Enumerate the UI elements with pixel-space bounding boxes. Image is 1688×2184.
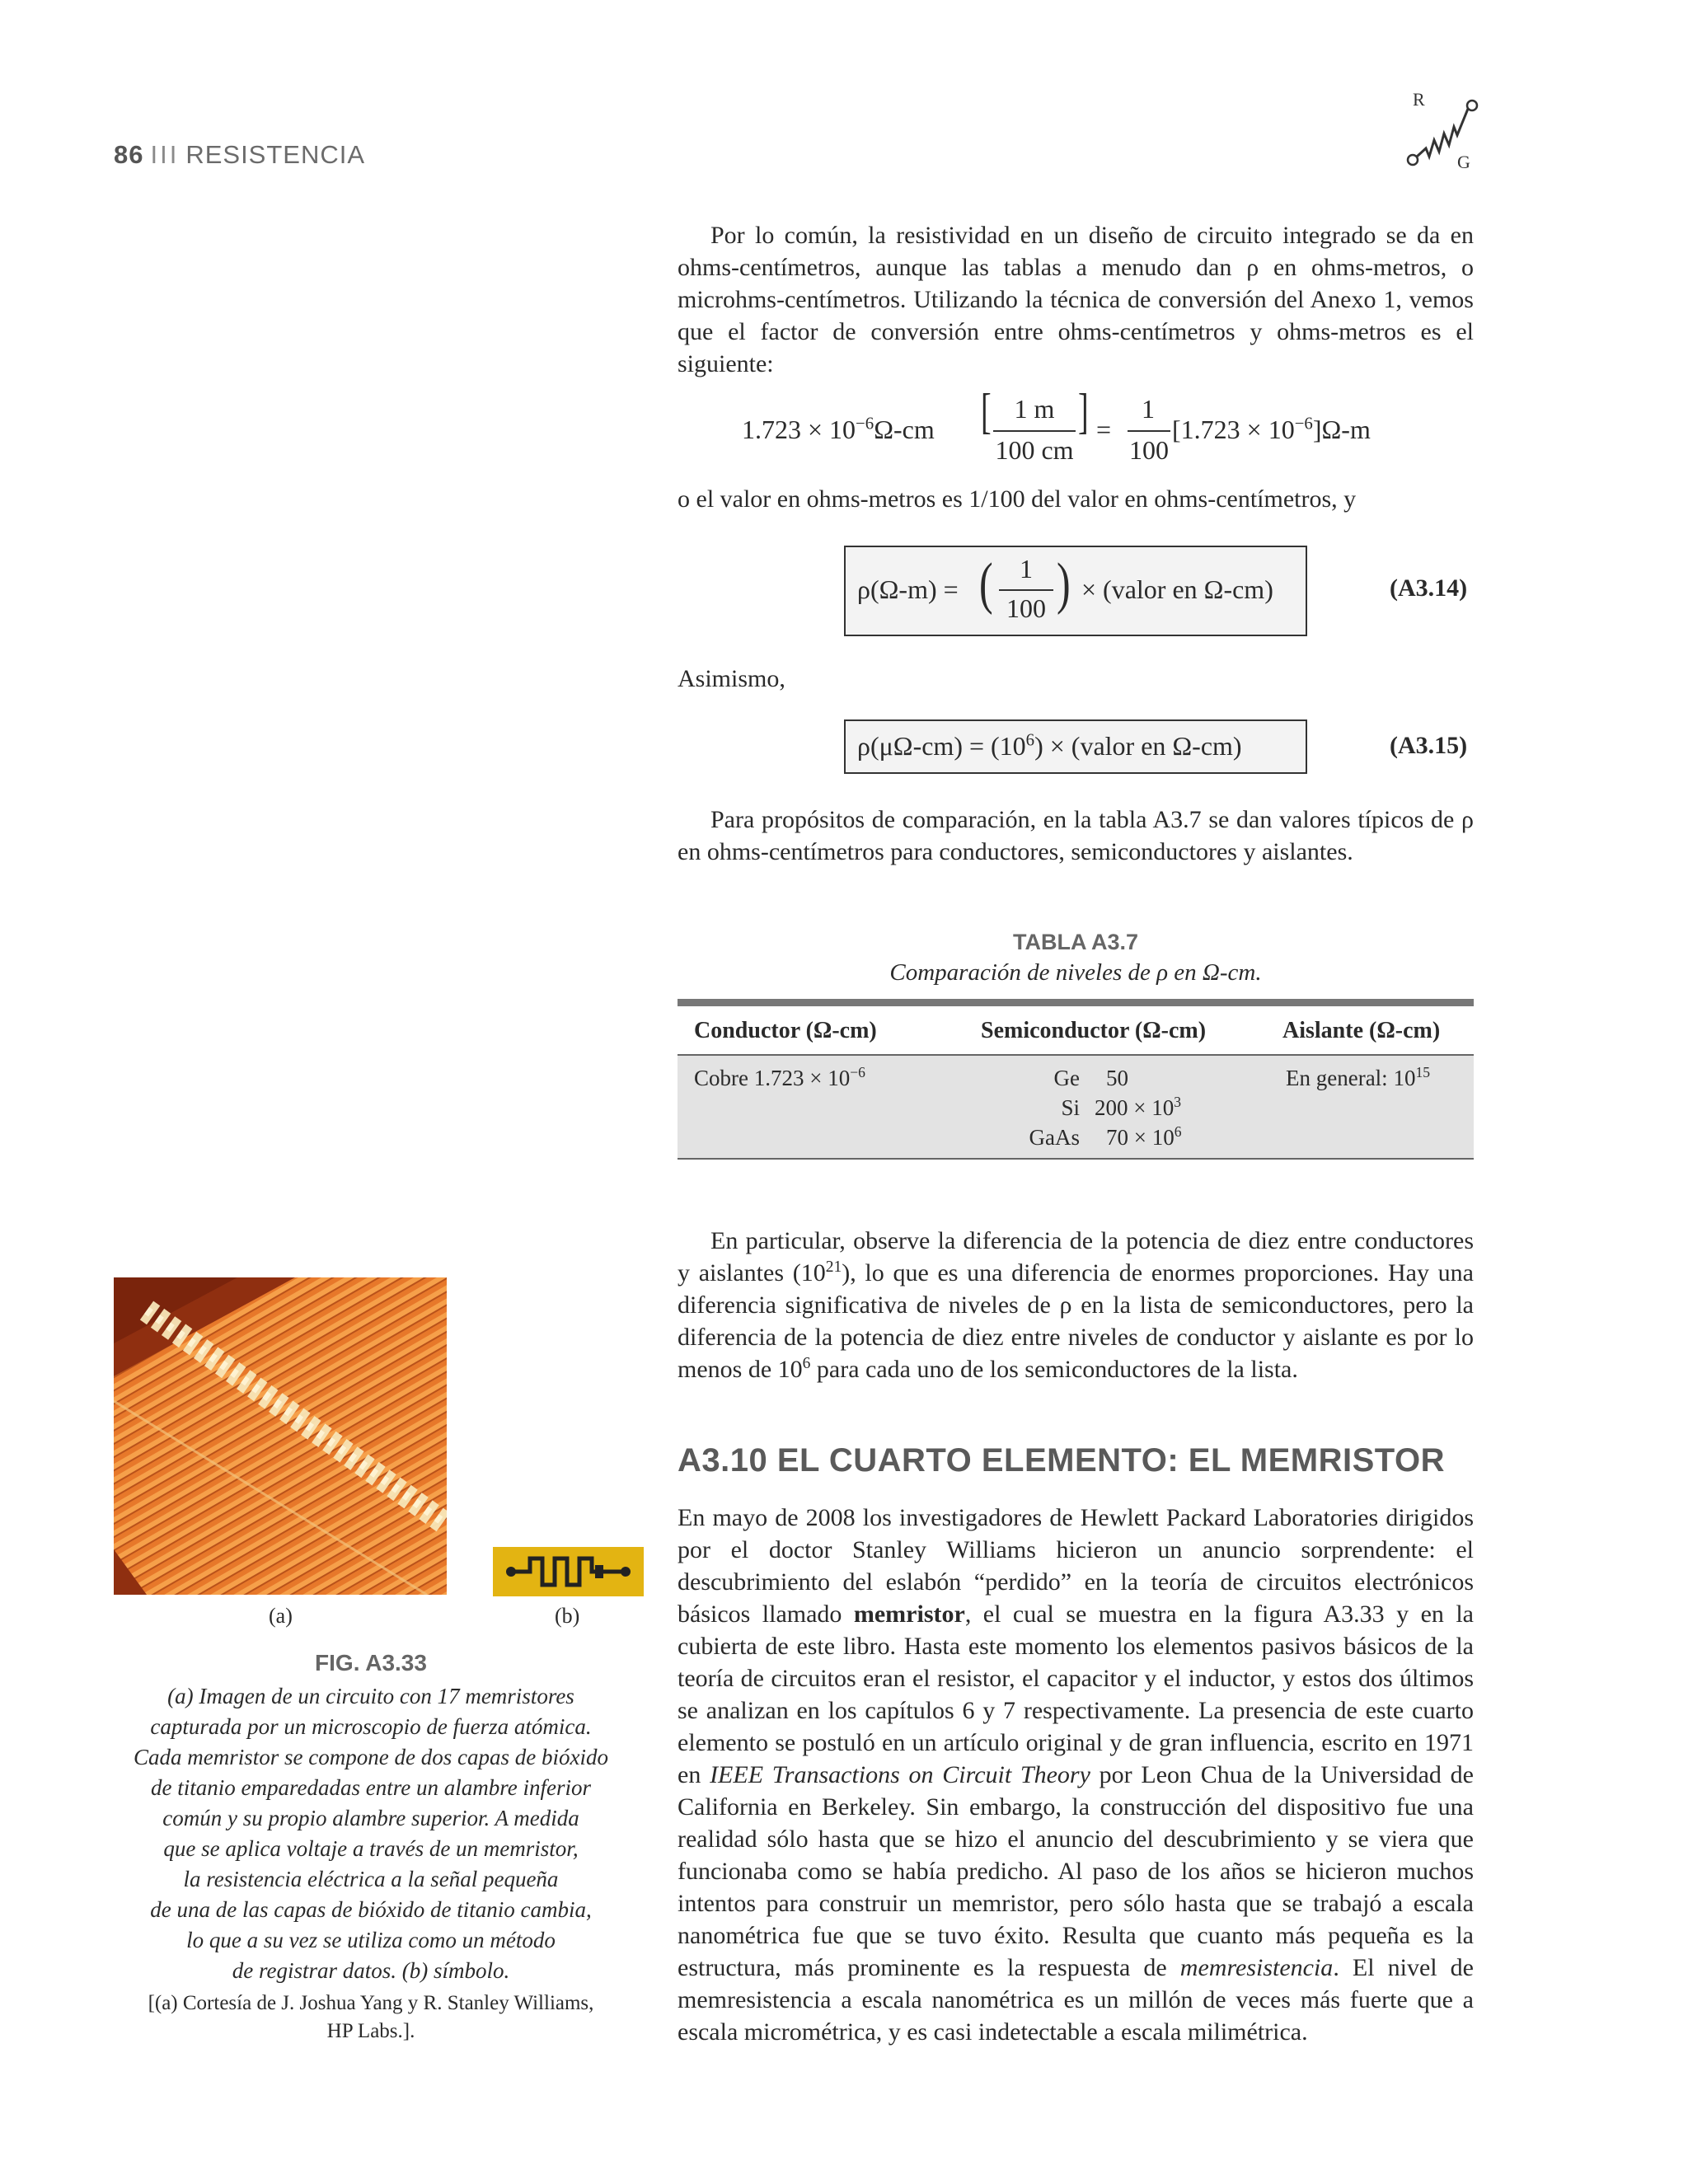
caption-line: lo que a su vez se utiliza como un método — [186, 1928, 556, 1952]
insulator-cell: En general: $10^{15}$ — [1286, 1064, 1430, 1090]
logo-g: G — [1457, 152, 1470, 171]
frac-line — [999, 589, 1053, 591]
memristor-symbol-icon — [493, 1547, 644, 1596]
bracket-right-icon: ] — [1078, 384, 1089, 440]
table-top-bar — [678, 999, 1474, 1006]
rg-logo — [1401, 89, 1484, 171]
memristor-afm-image — [114, 1277, 447, 1595]
col-header-insulator: Aislante (Ω-cm) — [1282, 1018, 1441, 1043]
bracket-left-icon: [ — [981, 384, 992, 440]
paren-left-icon: ( — [979, 550, 993, 616]
section-heading: A3.10 EL CUARTO ELEMENTO: EL MEMRISTOR — [678, 1442, 1445, 1479]
semi-value-si: $200 \times 10^3$ — [1095, 1094, 1181, 1120]
afm-wires-image — [114, 1277, 447, 1595]
page-number: 86 — [114, 140, 144, 169]
asimismo-block — [678, 663, 1474, 695]
figure-label-b: (b) — [555, 1604, 580, 1628]
figure-label-a: (a) — [269, 1604, 293, 1628]
eq-a315-content: $\rho(\mu\Omega-cm) = (10^6)$ × (valor en Ω-cm) — [857, 730, 1242, 761]
caption-line: que se aplica voltaje a través de un memristor, — [163, 1836, 579, 1861]
intro-paragraph: Por lo común, la resistividad en un diseño de circuito integrado se da en ohms-centímetros, aunque las tablas a menudo dan ρ en ohms-metros, o microhms-centímetros. Utilizando la técnica de conversión del Anexo 1, vemos que el factor de conversión entre ohms-centímetros y ohms-metros es el siguiente: — [678, 222, 1474, 377]
col-header-conductor: Conductor (Ω-cm) — [694, 1018, 877, 1043]
conductor-cell: Cobre $1.723 \times 10^{-6}$ — [694, 1064, 865, 1090]
caption-line: común y su propio alambre superior. A medida — [162, 1806, 579, 1830]
para-particular: En particular, observe la diferencia de la potencia de diez entre conductores y aislantes $(10^{21})$, lo que es una diferencia de enormes proporciones. Hay una diferencia significativa de niveles de ρ en la lista de semiconductores, pero la diferencia de la potencia de diez entre niveles de conductor y aislante es por lo menos de $10^6$ para cada uno de los semiconductores de la lista. — [678, 1227, 1474, 1383]
table-subtitle: Comparación de niveles de ρ en Ω-cm. — [889, 959, 1262, 986]
caption-line: capturada por un microscopio de fuerza atómica. — [150, 1714, 592, 1739]
conv-right-den: 100 — [1129, 435, 1169, 465]
table-header-row — [678, 1006, 1474, 1056]
figure-caption — [107, 1681, 635, 2046]
semi-value-gaas: $70 \times 10^6$ — [1106, 1123, 1182, 1150]
semi-value-ge: 50 — [1106, 1066, 1128, 1090]
conv-right-num: 1 — [1142, 394, 1155, 424]
conv-equals: = — [1096, 415, 1112, 444]
caption-line: de una de las capas de bióxido de titanio cambia, — [150, 1897, 592, 1922]
caption-line: de registrar datos. (b) símbolo. — [232, 1958, 510, 1983]
para-comparison: Para propósitos de comparación, en la tabla A3.7 se dan valores típicos de ρ en ohms-centímetros para conductores, semiconductores y aislantes. — [678, 806, 1474, 865]
para-after-conversion: o el valor en ohms-metros es 1/100 del valor en ohms-centímetros, y — [678, 485, 1357, 513]
figure-title: FIG. A3.33 — [315, 1650, 427, 1675]
conv-right: $[1.723 \times 10^{-6}]\Omega-m$ — [1172, 414, 1371, 444]
caption-line: (a) Imagen de un circuito con 17 memristores — [167, 1684, 574, 1708]
eq-a314-den: 100 — [1006, 593, 1046, 623]
equation-a315-label: (A3.15) — [1390, 732, 1468, 759]
comparison-block — [678, 804, 1474, 868]
conv-frac-den: 100 cm — [995, 435, 1074, 465]
table-row — [678, 1056, 1474, 1160]
caption-line: de titanio emparedadas entre un alambre inferior — [151, 1775, 591, 1800]
equation-a314-box — [844, 546, 1307, 636]
conv-left: $1.723 \times 10^{-6}\Omega-cm$ — [742, 414, 935, 444]
running-header — [114, 140, 365, 170]
caption-line: la resistencia eléctrica a la señal pequeña — [183, 1867, 559, 1891]
frac-line — [993, 430, 1076, 432]
semi-name-gaas: GaAs — [1029, 1125, 1080, 1150]
frac-line — [1128, 430, 1170, 432]
table-title: TABLA A3.7 — [1012, 930, 1138, 954]
credit-line: [(a) Cortesía de J. Joshua Yang y R. Stanley Williams, — [148, 1992, 594, 2014]
equation-a315-box — [844, 719, 1307, 774]
eq-a314-num: 1 — [1020, 554, 1033, 583]
header-separator: III — [150, 140, 180, 169]
caption-line: Cada memristor se compone de dos capas de bióxido — [134, 1745, 608, 1769]
equation-a314-label: (A3.14) — [1390, 574, 1468, 602]
col-header-semiconductor: Semiconductor (Ω-cm) — [981, 1018, 1207, 1043]
eq-a314-rhs: × (valor en Ω-cm) — [1081, 574, 1273, 604]
semi-name-si: Si — [1061, 1095, 1080, 1120]
memristor-paragraph: En mayo de 2008 los investigadores de Hewlett Packard Laboratories dirigidos por el doctor Stanley Williams hicieron un anuncio sorprendente: el descubrimiento del eslabón “perdido” en la teoría de circuitos electrónicos básicos llamado memristor, el cual se muestra en la figura A3.33 y en la cubierta de este libro. Hasta este momento los elementos pasivos básicos de la teoría de circuitos eran el resistor, el capacitor y el inductor, y estos dos últimos se analizan en los capítulos 6 y 7 respectivamente. La presencia de este cuarto elemento se postuló en un artículo original y de gran influencia, escrito en 1971 en IEEE Transactions on Circuit Theory por Leon Chua de la Universidad de California en Berkeley. Sin embargo, la construcción del dispositivo fue una realidad sólo hasta que se hizo el anuncio del descubrimiento y se viera que funcionaba como se había predicho. Al paso de los años se hicieron muchos intentos para construir un memristor, pero sólo hasta que se trabajó a escala nanométrica fue que se tuvo éxito. Resulta que cuanto más pequeña es la estructura, más prominente es la respuesta de memresistencia. El nivel de memresistencia a escala nanométrica es un millón de veces más fuerte que a escala micrométrica, y es casi indetectable a escala milimétrica. — [678, 1504, 1474, 2046]
semi-name-ge: Ge — [1053, 1066, 1080, 1090]
particular-block — [678, 1225, 1474, 1385]
intro-text-block — [678, 219, 1474, 380]
logo-r: R — [1413, 89, 1425, 110]
conv-frac-num: 1 m — [1014, 394, 1055, 424]
asimismo-text: Asimismo, — [678, 665, 785, 692]
resistor-logo-icon — [1401, 89, 1484, 171]
memristor-symbol — [493, 1547, 644, 1596]
header-section: RESISTENCIA — [185, 140, 366, 169]
eq-a314-lhs: ρ(Ω-m) = — [857, 574, 959, 604]
paren-right-icon: ) — [1057, 550, 1071, 616]
memristor-block — [678, 1502, 1474, 2048]
credit-line: HP Labs.]. — [326, 2020, 415, 2042]
after-conversion-block — [678, 483, 1474, 515]
resistivity-table — [678, 999, 1474, 1160]
